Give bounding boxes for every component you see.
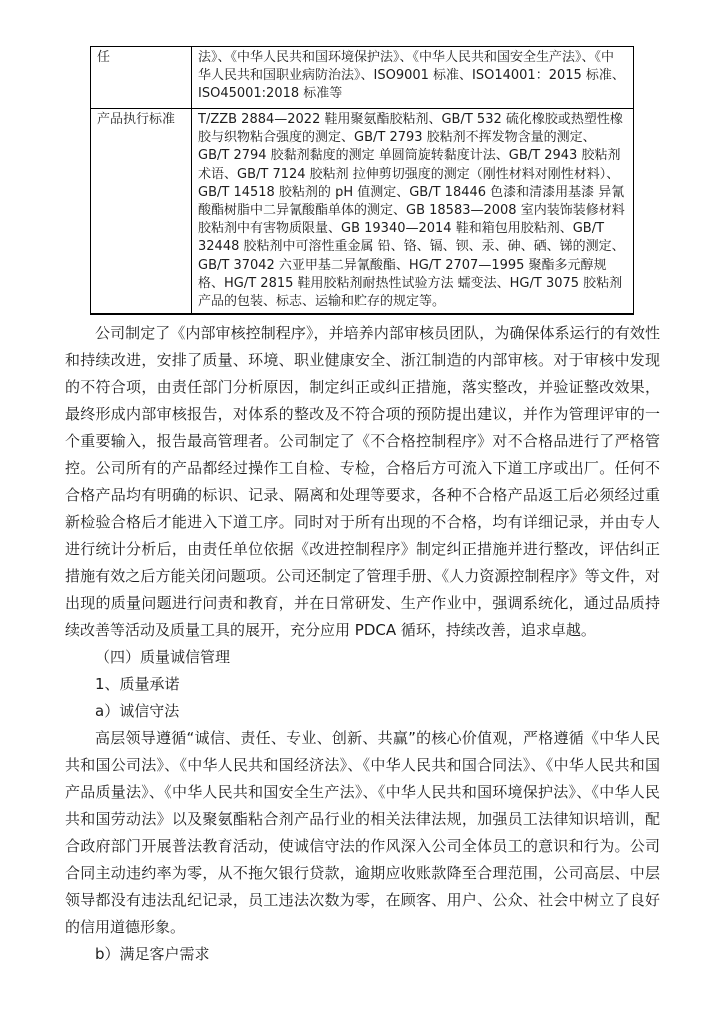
section-heading-quality-integrity-management: （四）质量诚信管理 [95,648,231,667]
subheading-quality-commitment: 1、质量承诺 [95,675,180,694]
table-row-responsibility [91,47,634,109]
table-cell-content-laws-standards: 法》、《中华人民共和国环境保护法》、《中华人民共和国安全生产法》、《中华人民共和国职业病防治法》、ISO9001 标准、ISO14001：2015 标准、ISO45001:2018 标准等 [192,47,634,109]
table-cell-label-responsibility: 任 [91,47,192,109]
item-heading-integrity-law-abiding: a）诚信守法 [95,702,180,721]
table-row-product-standards [91,109,634,315]
product-standards-table [90,46,634,315]
table-cell-content-product-standards: T/ZZB 2884—2022 鞋用聚氨酯胶粘剂、GB/T 532 硫化橡胶或热塑性橡胶与织物粘合强度的测定、GB/T 2793 胶粘剂不挥发物含量的测定、GB/T 2794 胶黏剂黏度的测定 单圆筒旋转黏度计法、GB/T 2943 胶粘剂术语、GB/T 7124 胶粘剂 拉伸剪切强度的测定（刚性材料对刚性材料）、GB/T 14518 胶粘剂的 pH 值测定、GB/T 18446 色漆和清漆用基漆 异氰酸酯树脂中二异氰酸酯单体的测定、GB 18583—2008 室内装饰装修材料 胶粘剂中有害物质限量、GB 19340—2014 鞋和箱包用胶粘剂、GB/T 32448 胶粘剂中可溶性重金属 铅、铬、镉、钡、汞、砷、硒、锑的测定、GB/T 37042 六亚甲基二异氰酸酯、HG/T 2707—1995 聚酯多元醇规格、HG/T 2815 鞋用胶粘剂耐热性试验方法 蠕变法、HG/T 3075 胶粘剂产品的包装、标志、运输和贮存的规定等。 [192,109,634,315]
paragraph-internal-audit: 公司制定了《内部审核控制程序》，并培养内部审核员团队，为确保体系运行的有效性和持续改进，安排了质量、环境、职业健康安全、浙江制造的内部审核。对于审核中发现的不符合项，由责任部门分析原因，制定纠正或纠正措施，落实整改，并验证整改效果，最终形成内部审核报告，对体系的整改及不符合项的预防提出建议，并作为管理评审的一个重要输入，报告最高管理者。公司制定了《不合格控制程序》对不合格品进行了严格管控。公司所有的产品都经过操作工自检、专检，合格后方可流入下道工序或出厂。任何不合格产品均有明确的标识、记录、隔离和处理等要求，各种不合格产品返工后必须经过重新检验合格后才能进入下道工序。同时对于所有出现的不合格，均有详细记录，并由专人进行统计分析后，由责任单位依据《改进控制程序》制定纠正措施并进行整改，评估纠正措施有效之后方能关闭问题项。公司还制定了管理手册、《人力资源控制程序》等文件，对出现的质量问题进行问责和教育，并在日常研发、生产作业中，强调系统化，通过品质持续改善等活动及质量工具的展开，充分应用 PDCA 循环，持续改善，追求卓越。 [65,324,660,640]
document-body [65,320,660,968]
item-heading-customer-needs: b）满足客户需求 [95,945,210,964]
paragraph-integrity-law-abiding: 高层领导遵循“诚信、责任、专业、创新、共赢”的核心价值观，严格遵循《中华人民共和国公司法》、《中华人民共和国经济法》、《中华人民共和国合同法》、《中华人民共和国产品质量法》、《中华人民共和国安全生产法》、《中华人民共和国环境保护法》、《中华人民共和国劳动法》以及聚氨酯粘合剂产品行业的相关法律法规，加强员工法律知识培训，配合政府部门开展普法教育活动，使诚信守法的作风深入公司全体员工的意识和行为。公司合同主动违约率为零，从不拖欠银行贷款，逾期应收账款降至合理范围，公司高层、中层领导都没有违法乱纪记录，员工违法次数为零，在顾客、用户、公众、社会中树立了良好的信用道德形象。 [65,729,660,937]
table-cell-label-product-standards: 产品执行标准 [91,109,192,315]
